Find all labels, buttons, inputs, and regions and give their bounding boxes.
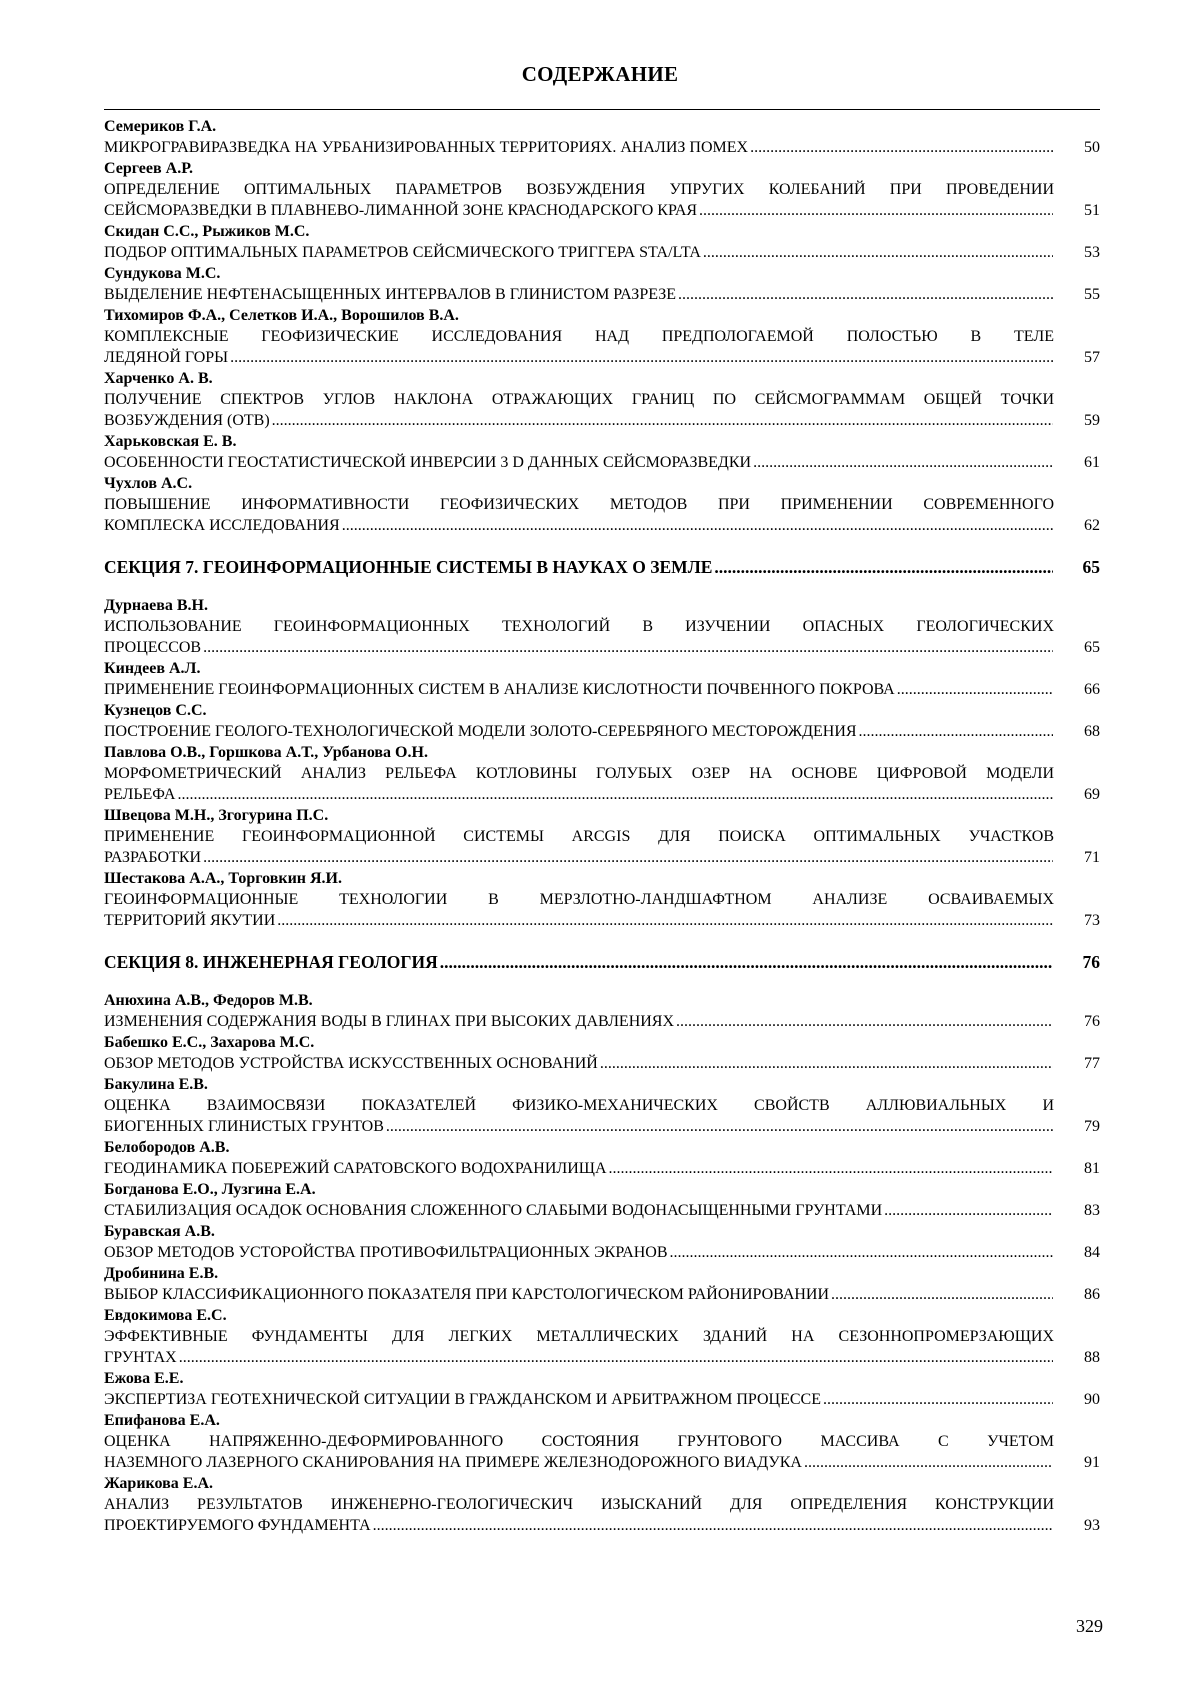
entry-page: 61 xyxy=(1084,454,1100,471)
entry-title-text: ОБЗОР МЕТОДОВ УСТРОЙСТВА ИСКУССТВЕННЫХ ОСНОВАНИЙ xyxy=(104,1055,598,1072)
toc-entry[interactable] xyxy=(104,1032,1100,1074)
entry-title-last-line xyxy=(104,637,1100,658)
toc-entry[interactable] xyxy=(104,1221,1100,1263)
dot-leader xyxy=(703,242,1053,263)
dot-leader xyxy=(753,452,1053,473)
entry-author: Семериков Г.А. xyxy=(104,118,217,135)
entry-page: 90 xyxy=(1084,1391,1100,1408)
entry-page: 73 xyxy=(1084,912,1100,929)
toc-entry[interactable] xyxy=(104,305,1100,368)
toc-entry[interactable] xyxy=(104,263,1100,305)
entry-title-text: РЕЛЬЕФА xyxy=(104,786,176,803)
section-page: 65 xyxy=(1082,557,1100,577)
entry-page: 50 xyxy=(1084,139,1100,156)
entry-page: 79 xyxy=(1084,1118,1100,1135)
toc-entry[interactable] xyxy=(104,473,1100,536)
dot-leader xyxy=(177,784,1053,805)
entry-page: 93 xyxy=(1084,1517,1100,1534)
toc-entry[interactable] xyxy=(104,116,1100,158)
entry-title-text: ГРУНТАХ xyxy=(104,1349,177,1366)
dot-leader xyxy=(831,1284,1053,1305)
toc-entry[interactable] xyxy=(104,805,1100,868)
entry-author: Жарикова Е.А. xyxy=(104,1475,214,1492)
entry-page: 88 xyxy=(1084,1349,1100,1366)
page-number: 329 xyxy=(1076,1616,1103,1636)
section-heading-8[interactable] xyxy=(104,950,1100,974)
entry-author: Павлова О.В., Горшкова А.Т., Урбанова О.Н. xyxy=(104,744,428,761)
toc-entry[interactable] xyxy=(104,221,1100,263)
entry-title-last-line xyxy=(104,1389,1100,1410)
dot-leader xyxy=(750,137,1053,158)
dot-leader xyxy=(203,637,1053,658)
entry-title-last-line xyxy=(104,847,1100,868)
entry-title-text: ВЫДЕЛЕНИЕ НЕФТЕНАСЫЩЕННЫХ ИНТЕРВАЛОВ В ГЛИНИСТОМ РАЗРЕЗЕ xyxy=(104,286,676,303)
dot-leader xyxy=(440,950,1053,974)
entry-title-text: СЕЙСМОРАЗВЕДКИ В ПЛАВНЕВО-ЛИМАННОЙ ЗОНЕ КРАСНОДАРСКОГО КРАЯ xyxy=(104,202,698,219)
entry-author: Ежова Е.Е. xyxy=(104,1370,184,1387)
toc-entry[interactable] xyxy=(104,368,1100,431)
entry-author: Чухлов А.С. xyxy=(104,475,193,492)
dot-leader xyxy=(884,1200,1053,1221)
entry-title-text: ВОЗБУЖДЕНИЯ (ОТВ) xyxy=(104,412,270,429)
entry-title-last-line xyxy=(104,1347,1100,1368)
entry-page: 57 xyxy=(1084,349,1100,366)
toc-entry[interactable] xyxy=(104,1263,1100,1305)
entry-author: Сергеев А.Р. xyxy=(104,160,193,177)
entry-title-text: ГЕОДИНАМИКА ПОБЕРЕЖИЙ САРАТОВСКОГО ВОДОХРАНИЛИЩА xyxy=(104,1160,607,1177)
dot-leader xyxy=(386,1116,1053,1137)
entry-title-text: ОБЗОР МЕТОДОВ УСТОРОЙСТВА ПРОТИВОФИЛЬТРАЦИОННЫХ ЭКРАНОВ xyxy=(104,1244,668,1261)
entry-author: Киндеев А.Л. xyxy=(104,660,201,677)
toc-entry[interactable] xyxy=(104,431,1100,473)
entry-title-last-line xyxy=(104,1452,1100,1473)
entry-author: Белобородов А.В. xyxy=(104,1139,230,1156)
dot-leader xyxy=(203,847,1053,868)
entry-title-text: ВЫБОР КЛАССИФИКАЦИОННОГО ПОКАЗАТЕЛЯ ПРИ КАРСТОЛОГИЧЕСКОМ РАЙОНИРОВАНИИ xyxy=(104,1286,830,1303)
entry-title-text: РАЗРАБОТКИ xyxy=(104,849,202,866)
entry-page: 69 xyxy=(1084,786,1100,803)
entry-title-text: БИОГЕННЫХ ГЛИНИСТЫХ ГРУНТОВ xyxy=(104,1118,384,1135)
entry-title-line: ПРИМЕНЕНИЕ ГЕОИНФОРМАЦИОННОЙ СИСТЕМЫ ARCGIS ДЛЯ ПОИСКА ОПТИМАЛЬНЫХ УЧАСТКОВ xyxy=(104,828,1054,845)
toc-entry[interactable] xyxy=(104,1074,1100,1137)
entry-author: Дурнаева В.Н. xyxy=(104,597,208,614)
entry-title-line: ГЕОИНФОРМАЦИОННЫЕ ТЕХНОЛОГИИ В МЕРЗЛОТНО-ЛАНДШАФТНОМ АНАЛИЗЕ ОСВАИВАЕМЫХ xyxy=(104,891,1054,908)
dot-leader xyxy=(859,721,1053,742)
entry-title-text: ТЕРРИТОРИЙ ЯКУТИИ xyxy=(104,912,276,929)
dot-leader xyxy=(714,555,1053,579)
entry-title-text: СТАБИЛИЗАЦИЯ ОСАДОК ОСНОВАНИЯ СЛОЖЕННОГО СЛАБЫМИ ВОДОНАСЫЩЕННЫМИ ГРУНТАМИ xyxy=(104,1202,883,1219)
entry-title-line: ПОЛУЧЕНИЕ СПЕКТРОВ УГЛОВ НАКЛОНА ОТРАЖАЮЩИХ ГРАНИЦ ПО СЕЙСМОГРАММАМ ОБЩЕЙ ТОЧКИ xyxy=(104,391,1054,408)
section-title: СЕКЦИЯ 8. ИНЖЕНЕРНАЯ ГЕОЛОГИЯ xyxy=(104,952,438,972)
toc-entry[interactable] xyxy=(104,990,1100,1032)
entry-title-text: ПРИМЕНЕНИЕ ГЕОИНФОРМАЦИОННЫХ СИСТЕМ В АНАЛИЗЕ КИСЛОТНОСТИ ПОЧВЕННОГО ПОКРОВА xyxy=(104,681,895,698)
toc-entry[interactable] xyxy=(104,1137,1100,1179)
entry-title-last-line xyxy=(104,1284,1100,1305)
entry-title-last-line xyxy=(104,784,1100,805)
entry-author: Сундукова М.С. xyxy=(104,265,221,282)
entry-title-text: ПРОЦЕССОВ xyxy=(104,639,202,656)
page-title: СОДЕРЖАНИЕ xyxy=(521,62,679,86)
entry-author: Скидан С.С., Рыжиков М.С. xyxy=(104,223,310,240)
entry-author: Бакулина Е.В. xyxy=(104,1076,208,1093)
dot-leader xyxy=(670,1242,1053,1263)
dot-leader xyxy=(600,1053,1053,1074)
entry-author: Швецова М.Н., Згогурина П.С. xyxy=(104,807,329,824)
dot-leader xyxy=(272,410,1053,431)
dot-leader xyxy=(609,1158,1054,1179)
entry-title-last-line xyxy=(104,679,1100,700)
entry-title-line: ЭФФЕКТИВНЫЕ ФУНДАМЕНТЫ ДЛЯ ЛЕГКИХ МЕТАЛЛИЧЕСКИХ ЗДАНИЙ НА СЕЗОННОПРОМЕРЗАЮЩИХ xyxy=(104,1328,1054,1345)
entry-page: 77 xyxy=(1084,1055,1100,1072)
entry-title-text: ПОСТРОЕНИЕ ГЕОЛОГО-ТЕХНОЛОГИЧЕСКОЙ МОДЕЛИ ЗОЛОТО-СЕРЕБРЯНОГО МЕСТОРОЖДЕНИЯ xyxy=(104,723,857,740)
entry-title-line: КОМПЛЕКСНЫЕ ГЕОФИЗИЧЕСКИЕ ИССЛЕДОВАНИЯ НАД ПРЕДПОЛОГАЕМОЙ ПОЛОСТЬЮ В ТЕЛЕ xyxy=(104,328,1054,345)
dot-leader xyxy=(823,1389,1053,1410)
entry-page: 91 xyxy=(1084,1454,1100,1471)
entry-title-line: АНАЛИЗ РЕЗУЛЬТАТОВ ИНЖЕНЕРНО-ГЕОЛОГИЧЕСКИЧ ИЗЫСКАНИЙ ДЛЯ ОПРЕДЕЛЕНИЯ КОНСТРУКЦИИ xyxy=(104,1496,1054,1513)
section-page: 76 xyxy=(1082,952,1100,972)
entry-author: Харьковская Е. В. xyxy=(104,433,237,450)
entry-title-text: ПОДБОР ОПТИМАЛЬНЫХ ПАРАМЕТРОВ СЕЙСМИЧЕСКОГО ТРИГГЕРА STA/LTA xyxy=(104,244,701,261)
entry-title-text: ОСОБЕННОСТИ ГЕОСТАТИСТИЧЕСКОЙ ИНВЕРСИИ 3 D ДАННЫХ СЕЙСМОРАЗВЕДКИ xyxy=(104,454,752,471)
entry-title-last-line xyxy=(104,284,1100,305)
dot-leader xyxy=(230,347,1053,368)
entry-author: Кузнецов С.С. xyxy=(104,702,207,719)
toc-entry[interactable] xyxy=(104,700,1100,742)
entry-author: Епифанова Е.А. xyxy=(104,1412,220,1429)
dot-leader xyxy=(277,910,1053,931)
entry-author: Бабешко Е.С., Захарова М.С. xyxy=(104,1034,315,1051)
entry-title-line: ОЦЕНКА НАПРЯЖЕННО-ДЕФОРМИРОВАННОГО СОСТОЯНИЯ ГРУНТОВОГО МАССИВА С УЧЕТОМ xyxy=(104,1433,1054,1450)
dot-leader xyxy=(676,1011,1053,1032)
entry-title-last-line xyxy=(104,137,1100,158)
entry-title-text: НАЗЕМНОГО ЛАЗЕРНОГО СКАНИРОВАНИЯ НА ПРИМЕРЕ ЖЕЛЕЗНОДОРОЖНОГО ВИАДУКА xyxy=(104,1454,802,1471)
dot-leader xyxy=(373,1515,1053,1536)
entry-page: 65 xyxy=(1084,639,1100,656)
title-rule xyxy=(104,109,1100,110)
entry-author: Анюхина А.В., Федоров М.В. xyxy=(104,992,313,1009)
toc-entry[interactable] xyxy=(104,1410,1100,1473)
dot-leader xyxy=(699,200,1053,221)
dot-leader xyxy=(897,679,1053,700)
toc-group xyxy=(104,595,1100,931)
entry-title-last-line xyxy=(104,242,1100,263)
section-title: СЕКЦИЯ 7. ГЕОИНФОРМАЦИОННЫЕ СИСТЕМЫ В НАУКАХ О ЗЕМЛЕ xyxy=(104,557,713,577)
toc-entry[interactable] xyxy=(104,868,1100,931)
entry-page: 51 xyxy=(1084,202,1100,219)
entry-title-last-line xyxy=(104,200,1100,221)
entry-title-last-line xyxy=(104,347,1100,368)
entry-author: Евдокимова Е.С. xyxy=(104,1307,227,1324)
entry-title-last-line xyxy=(104,452,1100,473)
entry-author: Харченко А. В. xyxy=(104,370,213,387)
toc-group xyxy=(104,990,1100,1536)
entry-page: 81 xyxy=(1084,1160,1100,1177)
entry-title-line: ОПРЕДЕЛЕНИЕ ОПТИМАЛЬНЫХ ПАРАМЕТРОВ ВОЗБУЖДЕНИЯ УПРУГИХ КОЛЕБАНИЙ ПРИ ПРОВЕДЕНИИ xyxy=(104,181,1054,198)
entry-title-last-line xyxy=(104,910,1100,931)
entry-page: 55 xyxy=(1084,286,1100,303)
entry-title-last-line xyxy=(104,1053,1100,1074)
entry-title-text: ЭКСПЕРТИЗА ГЕОТЕХНИЧЕСКОЙ СИТУАЦИИ В ГРАЖДАНСКОМ И АРБИТРАЖНОМ ПРОЦЕССЕ xyxy=(104,1391,821,1408)
table-of-contents xyxy=(104,116,1100,1536)
entry-title-last-line xyxy=(104,410,1100,431)
entry-title-last-line xyxy=(104,515,1100,536)
entry-title-text: КОМПЛЕСКА ИССЛЕДОВАНИЯ xyxy=(104,517,340,534)
entry-page: 86 xyxy=(1084,1286,1100,1303)
dot-leader xyxy=(342,515,1053,536)
entry-title-last-line xyxy=(104,1116,1100,1137)
entry-title-last-line xyxy=(104,1242,1100,1263)
toc-entry[interactable] xyxy=(104,742,1100,805)
entry-title-last-line xyxy=(104,1158,1100,1179)
entry-title-text: ПРОЕКТИРУЕМОГО ФУНДАМЕНТА xyxy=(104,1517,371,1534)
toc-entry[interactable] xyxy=(104,1305,1100,1368)
section-heading-7[interactable] xyxy=(104,555,1100,579)
entry-author: Дробинина Е.В. xyxy=(104,1265,219,1282)
dot-leader xyxy=(179,1347,1053,1368)
toc-entry[interactable] xyxy=(104,1179,1100,1221)
entry-page: 59 xyxy=(1084,412,1100,429)
entry-title-text: ЛЕДЯНОЙ ГОРЫ xyxy=(104,349,229,366)
dot-leader xyxy=(804,1452,1053,1473)
toc-entry[interactable] xyxy=(104,1473,1100,1536)
entry-page: 66 xyxy=(1084,681,1100,698)
entry-title-text: МИКРОГРАВИРАЗВЕДКА НА УРБАНИЗИРОВАННЫХ ТЕРРИТОРИЯХ. АНАЛИЗ ПОМЕХ xyxy=(104,139,749,156)
toc-entry[interactable] xyxy=(104,158,1100,221)
toc-group xyxy=(104,116,1100,536)
entry-author: Богданова Е.О., Лузгина Е.А. xyxy=(104,1181,316,1198)
entry-author: Буравская А.В. xyxy=(104,1223,215,1240)
entry-title-last-line xyxy=(104,1200,1100,1221)
toc-entry[interactable] xyxy=(104,658,1100,700)
entry-page: 68 xyxy=(1084,723,1100,740)
entry-author: Тихомиров Ф.А., Селетков И.А., Ворошилов В.А. xyxy=(104,307,459,324)
toc-entry[interactable] xyxy=(104,595,1100,658)
entry-author: Шестакова А.А., Торговкин Я.И. xyxy=(104,870,342,887)
entry-page: 71 xyxy=(1084,849,1100,866)
entry-title-line: ИСПОЛЬЗОВАНИЕ ГЕОИНФОРМАЦИОННЫХ ТЕХНОЛОГИЙ В ИЗУЧЕНИИ ОПАСНЫХ ГЕОЛОГИЧЕСКИХ xyxy=(104,618,1054,635)
entry-page: 83 xyxy=(1084,1202,1100,1219)
entry-page: 84 xyxy=(1084,1244,1100,1261)
entry-title-line: ПОВЫШЕНИЕ ИНФОРМАТИВНОСТИ ГЕОФИЗИЧЕСКИХ МЕТОДОВ ПРИ ПРИМЕНЕНИИ СОВРЕМЕННОГО xyxy=(104,496,1054,513)
entry-title-last-line xyxy=(104,1011,1100,1032)
entry-title-text: ИЗМЕНЕНИЯ СОДЕРЖАНИЯ ВОДЫ В ГЛИНАХ ПРИ ВЫСОКИХ ДАВЛЕНИЯХ xyxy=(104,1013,675,1030)
entry-page: 76 xyxy=(1084,1013,1100,1030)
entry-title-last-line xyxy=(104,1515,1100,1536)
entry-title-last-line xyxy=(104,721,1100,742)
entry-page: 53 xyxy=(1084,244,1100,261)
entry-title-line: МОРФОМЕТРИЧЕСКИЙ АНАЛИЗ РЕЛЬЕФА КОТЛОВИНЫ ГОЛУБЫХ ОЗЕР НА ОСНОВЕ ЦИФРОВОЙ МОДЕЛИ xyxy=(104,765,1054,782)
entry-title-line: ОЦЕНКА ВЗАИМОСВЯЗИ ПОКАЗАТЕЛЕЙ ФИЗИКО-МЕХАНИЧЕСКИХ СВОЙСТВ АЛЛЮВИАЛЬНЫХ И xyxy=(104,1097,1054,1114)
entry-page: 62 xyxy=(1084,517,1100,534)
dot-leader xyxy=(678,284,1053,305)
toc-entry[interactable] xyxy=(104,1368,1100,1410)
